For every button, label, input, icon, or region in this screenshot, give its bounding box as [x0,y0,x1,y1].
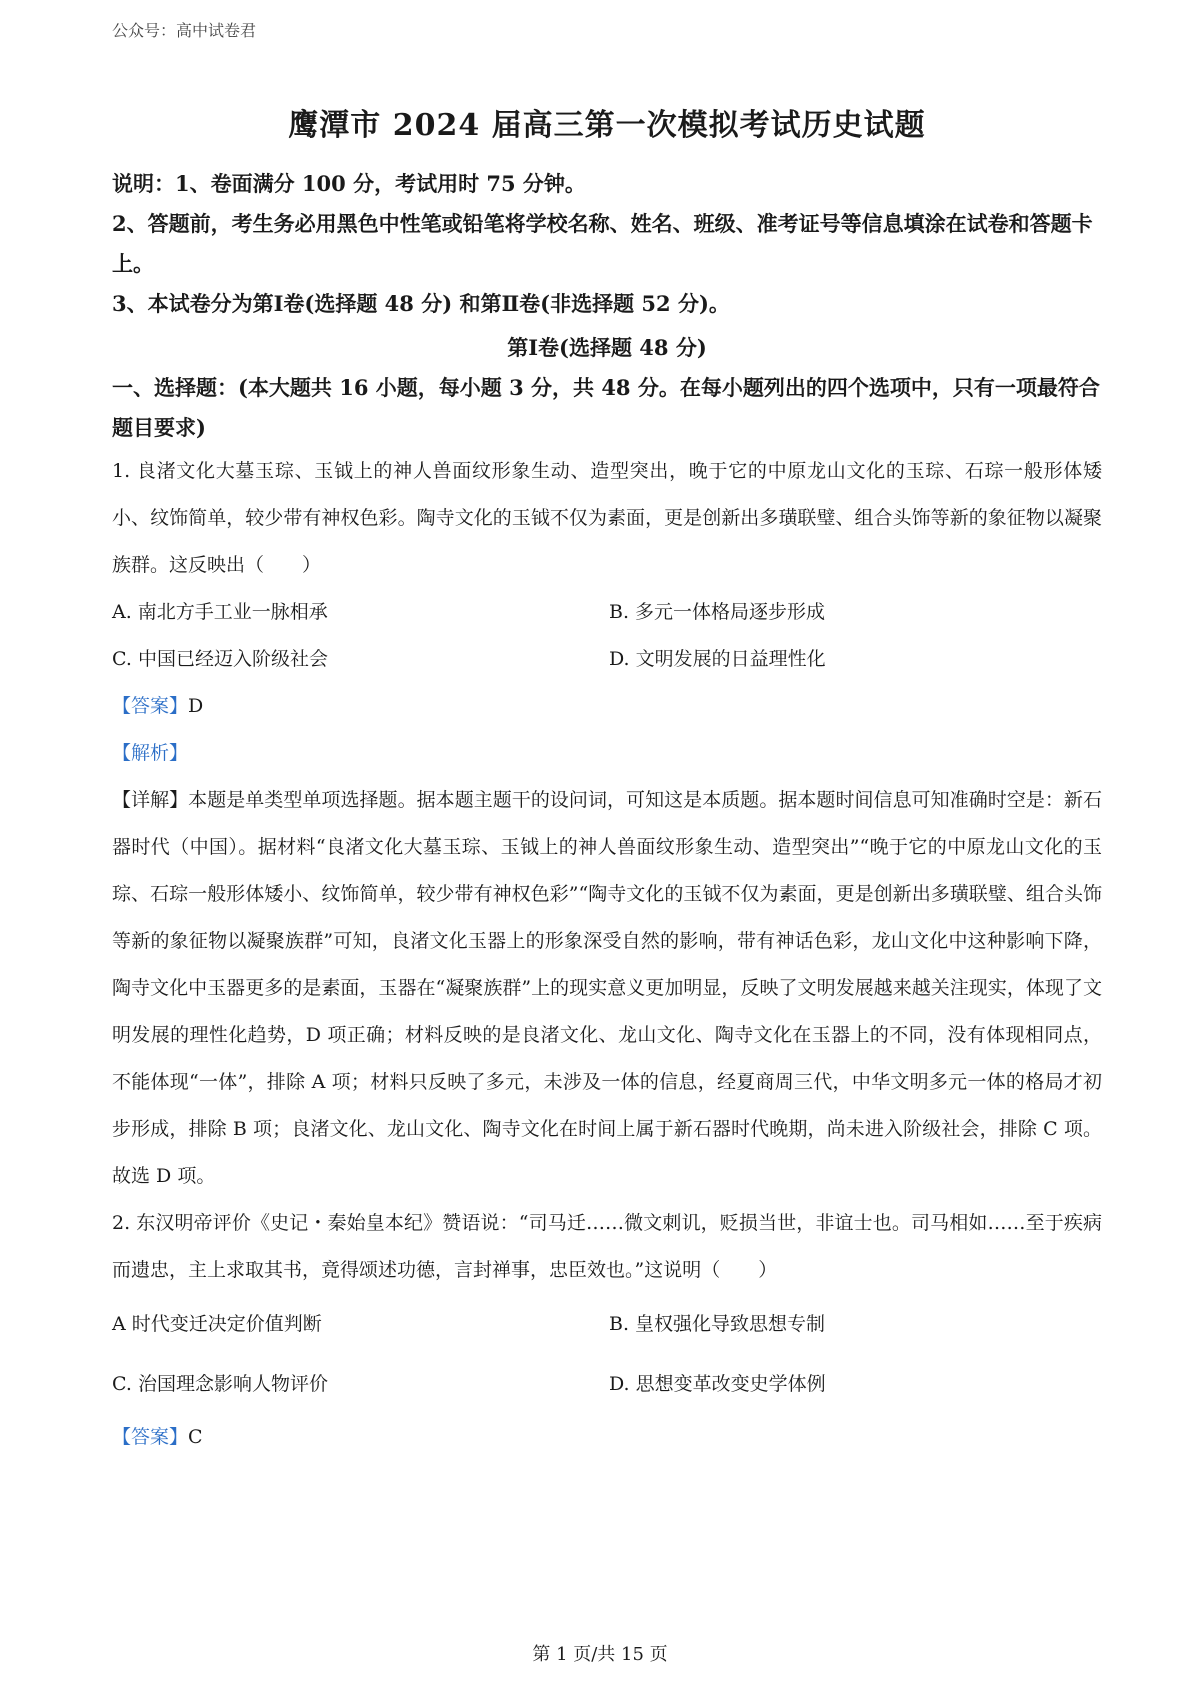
question-1-option-d: D. 文明发展的日益理性化 [609,648,826,670]
question-2-option-d: D. 思想变革改变史学体例 [609,1373,826,1395]
answer-tag: 【答案】 [112,1426,189,1448]
detail-text: 本题是单类型单项选择题。据本题主题干的设问词，可知这是本质题。据本题时间信息可知准确时空是：新石器时代（中国）。据材料“良渚文化大墓玉琮、玉钺上的神人兽面纹形象生动、造型突出”“晚于它的中原龙山文化的玉琮、石琮一般形体矮小、纹饰简单，较少带有神权色彩”“陶寺文化的玉钺不仅为素面，更是创新出多璜联璧、组合头饰等新的象征物以凝聚族群”可知，良渚文化玉器上的形象深受自然的影响，带有神话色彩，龙山文化中这种影响下降，陶寺文化中玉器更多的是素面，玉器在“凝聚族群”上的现实意义更加明显，反映了文明发展越来越关注现实，体现了文明发展的理性化趋势，D 项正确；材料反映的是良渚文化、龙山文化、陶寺文化在玉器上的不同，没有体现相同点，不能体现“一体”，排除 A 项；材料只反映了多元，未涉及一体的信息，经夏商周三代，中华文明多元一体的格局才初步形成，排除 B 项；良渚文化、龙山文化、陶寺文化在时间上属于新石器时代晚期，尚未进入阶级社会，排除 C 项。故选 D 项。 [112,789,1102,1187]
question-1-option-c: C. 中国已经迈入阶级社会 [112,648,328,670]
answer-value: C [188,1426,203,1448]
question-2-stem: 2. 东汉明帝评价《史记・秦始皇本纪》赞语说：“司马迁……微文刺讥，贬损当世，非谊士也。司马相如……至于疾病而遗忠，主上求取其书，竟得颂述功德，言封禅事，忠臣效也。”这说明（ ） [112,1212,1102,1281]
detail-tag: 【详解】 [112,789,189,811]
question-1-stem: 1. 良渚文化大墓玉琮、玉钺上的神人兽面纹形象生动、造型突出，晚于它的中原龙山文化的玉琮、石琮一般形体矮小、纹饰简单，较少带有神权色彩。陶寺文化的玉钺不仅为素面，更是创新出多璜联璧、组合头饰等新的象征物以凝聚族群。这反映出（ ） [112,460,1102,576]
question-1-option-a: A. 南北方手工业一脉相承 [112,601,328,623]
section-title: 第Ⅰ卷(选择题 48 分) [507,335,707,360]
question-2-option-c: C. 治国理念影响人物评价 [112,1373,328,1395]
header-note: 公众号：高中试卷君 [112,21,257,40]
page-footer: 第 1 页/共 15 页 [532,1644,668,1665]
analysis-tag: 【解析】 [112,742,189,764]
part-heading: 一、选择题：(本大题共 16 小题，每小题 3 分，共 48 分。在每小题列出的四个选项中，只有一项最符合题目要求) [112,375,1100,440]
question-1-options [112,589,1102,683]
question-1-analysis [112,730,1102,777]
page-content [112,100,1102,1461]
question-2 [112,1200,1102,1461]
question-1-answer [112,683,1102,730]
question-2-answer [112,1414,1102,1461]
answer-tag: 【答案】 [112,695,189,717]
instruction-1: 说明：1、卷面满分 100 分，考试用时 75 分钟。 [112,171,586,196]
question-1-detail [112,777,1102,1200]
question-2-option-b: B. 皇权强化导致思想专制 [609,1313,826,1335]
question-2-option-a: A 时代变迁决定价值判断 [112,1313,322,1335]
answer-value: D [188,695,204,717]
question-1-option-b: B. 多元一体格局逐步形成 [609,601,826,623]
question-1 [112,448,1102,1200]
page-title: 鹰潭市 2024 届高三第一次模拟考试历史试题 [288,108,926,143]
instruction-2: 2、答题前，考生务必用黑色中性笔或铅笔将学校名称、姓名、班级、准考证号等信息填涂在试卷和答题卡上。 [112,211,1093,276]
instruction-3: 3、本试卷分为第Ⅰ卷(选择题 48 分) 和第Ⅱ卷(非选择题 52 分)。 [112,291,730,316]
question-2-options [112,1294,1102,1414]
